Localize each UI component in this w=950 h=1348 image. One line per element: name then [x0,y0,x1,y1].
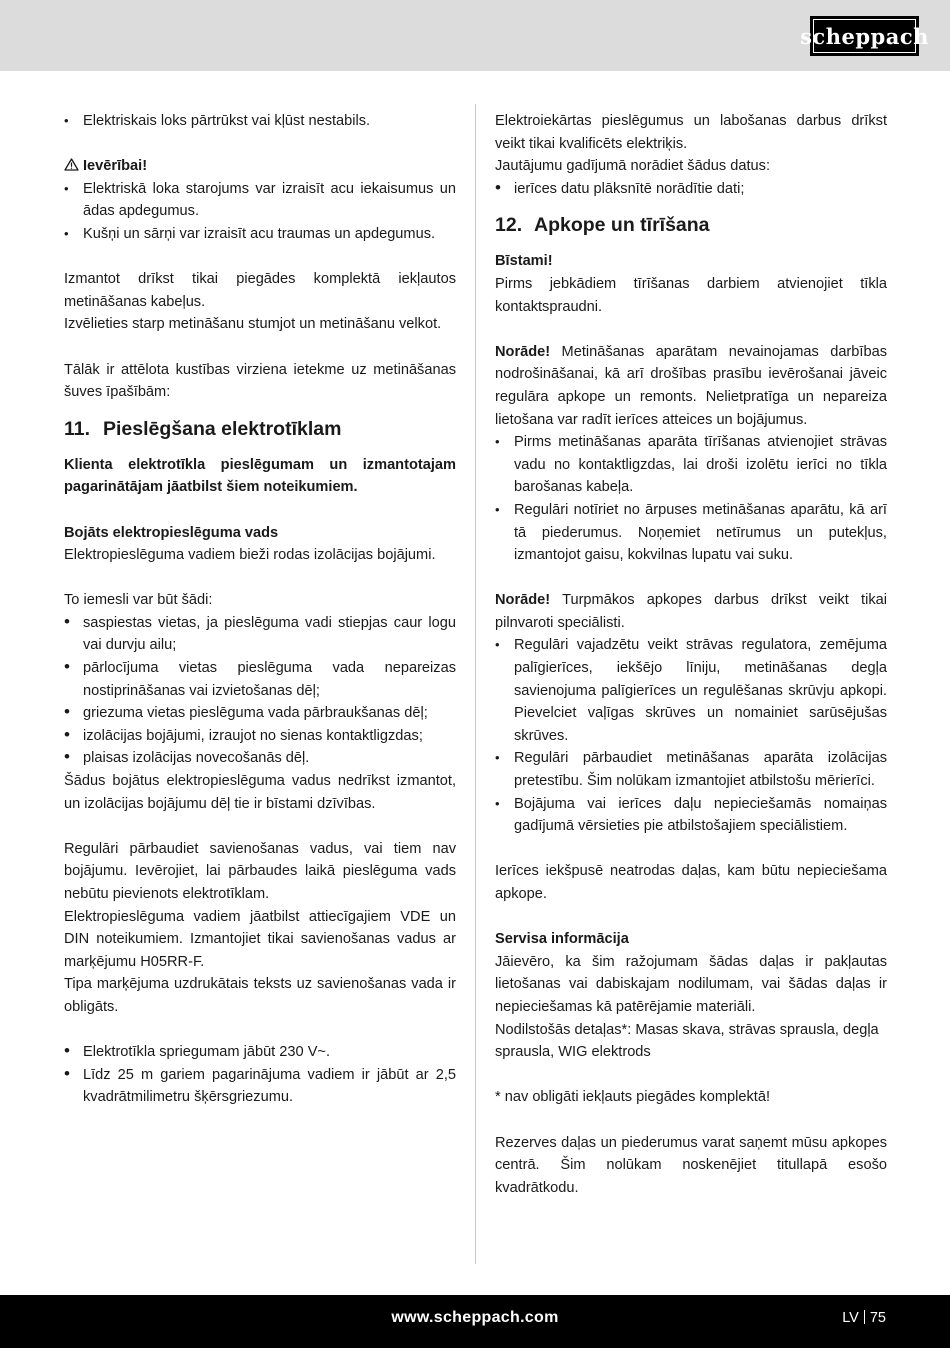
right-column [495,110,887,1199]
paragraph: Pirms jebkādiem tīrīšanas darbiem atvienojiet tīkla kontaktspraudni. [495,275,887,315]
paragraph: Regulāri pārbaudiet savienošanas vadus, vai tiem nav bojājumu. Ievērojiet, lai pārbaudes laikā pieslēguma vads nebūtu pievienots elektrotīklam. [64,840,456,902]
section-title: Pieslēgšana elektrotīklam [103,417,342,440]
section-number: 12. [495,214,523,237]
caution-title: Ievērībai! [83,158,148,175]
note-text: Metināšanas aparātam nevainojamas darbības nodrošināšanai, kā arī drošības prasību ievērošanai jāveic regulāra apkope un remonts. Nelietpratīga un nepareiza lietošana var radīt ierīces atteices un bojājumus. [495,343,887,428]
list-item: • saspiestas vietas, ja pieslēguma vadi stiepjas caur logu vai durvju ailu; [64,612,456,657]
paragraph: Nodilstošās detaļas*: Masas skava, strāvas sprausla, degļa sprausla, WIG elektrods [495,1021,879,1061]
paragraph: Jautājumu gadījumā norādiet šādus datus: [495,158,771,175]
paragraph: Šādus bojātus elektropieslēguma vadus nedrīkst izmantot, un izolācijas bojājumu dēļ tie ir bīstami dzīvības. [64,773,456,812]
paragraph: * nav obligāti iekļauts piegādes komplektā! [495,1089,771,1106]
paragraph: To iemesli var būt šādi: [64,592,213,609]
paragraph: Izmantot drīkst tikai piegādes komplektā iekļautos metināšanas kabeļus. [64,271,456,310]
paragraph: Rezerves daļas un piederumus varat saņemt mūsu apkopes centrā. Šim nolūkam noskenējiet titullapā esošo kvadrātkodu. [495,1134,887,1196]
list-item: • izolācijas bojājumi, izraujot no sienas kontaktligzdas; [64,725,456,748]
paragraph: Elektropieslēguma vadiem jāatbilst attiecīgajiem VDE un DIN noteikumiem. Izmantojiet tikai savienošanas vadus ar marķējumu H05RR-F. [64,908,456,970]
note-label: Norāde! [495,592,551,609]
paragraph: Elektroiekārtas pieslēgumus un labošanas darbus drīkst veikt tikai kvalificēts elektriķis. [495,113,887,152]
note-paragraph [495,589,887,634]
danger-heading: Bīstami! [495,253,553,270]
subheading: Bojāts elektropieslēguma vads [64,524,279,541]
language-code: LV [842,1310,859,1326]
note2-list [495,634,887,837]
list-item: • Elektriskais loks pārtrūkst vai kļūst nestabils. [64,110,456,133]
paragraph: Jāievēro, ka šim ražojumam šādas daļas ir pakļautas lietošanas vai dabiskajam nodilumam, vai šādas daļas ir nepieciešamas kā patērējamie materiāli. [495,953,887,1015]
warning-triangle-icon [64,158,79,171]
section-number: 11. [64,417,91,440]
voltage-list [64,1041,456,1109]
list-item: • Bojājuma vai ierīces daļu nepieciešamās nomaiņas gadījumā vērsieties pie atbilstošajiem speciālistiem. [495,793,887,838]
paragraph: Tālāk ir attēlota kustības virziena ietekme uz metināšanas šuves īpašībām: [64,361,456,401]
list-item: • Elektriskā loka starojums var izraisīt acu iekaisumus un ādas apdegumus. [64,178,456,223]
subheading: Servisa informācija [495,931,629,948]
paragraph: Izvēlieties starp metināšanu stumjot un metināšanu velkot. [64,316,442,333]
page-header [0,0,950,71]
reasons-list [64,612,456,770]
left-column [64,110,456,1109]
logo-text: scheppach [813,19,916,53]
note-text: Turpmākos apkopes darbus drīkst veikt tikai pilnvaroti speciālisti. [495,592,887,631]
section-title: Apkope un tīrīšana [534,214,710,237]
list-item: • Kušņi un sārņi var izraisīt acu traumas un apdegumus. [64,223,456,246]
note1-list [495,431,887,567]
list-item: • griezuma vietas pieslēguma vada pārbraukšanas dēļ; [64,702,456,725]
page-number: 75 [869,1310,886,1326]
arc-bullet-list [64,110,456,133]
page-footer [0,1295,950,1348]
paragraph: Ierīces iekšpusē neatrodas daļas, kam būtu nepieciešama apkope. [495,863,887,902]
list-item: • Pirms metināšanas aparāta tīrīšanas atvienojiet strāvas vadu no kontaktligzdas, lai droši izolētu ierīci no tīkla barošanas kabeļa. [495,431,887,499]
questions-list [495,178,887,201]
paragraph: Elektropieslēguma vadiem bieži rodas izolācijas bojājumi. [64,547,436,564]
list-item: • plaisas izolācijas novecošanās dēļ. [64,747,456,770]
section-heading-12 [495,212,887,238]
list-item: • pārlocījuma vietas pieslēguma vada nepareizas nostiprināšanas vai izvietošanas dēļ; [64,657,456,702]
footer-website-link[interactable]: www.scheppach.com [391,1309,559,1326]
caution-list [64,178,456,246]
note-paragraph [495,341,887,431]
page-indicator [842,1310,886,1326]
list-item: • Elektrotīkla spriegumam jābūt 230 V~. [64,1041,456,1064]
list-item: • Regulāri vajadzētu veikt strāvas regulatora, zemējuma palīgierīces, iekšējo līniju, metināšanas degļa savienojuma palīgierīces un regulēšanas skrūvju apkopi. Pievelciet vaļīgas skrūves un nomainiet sarūsējušas skrūves. [495,634,887,747]
column-divider [475,104,476,1264]
section-heading-11 [64,416,456,442]
list-item: • Līdz 25 m gariem pagarinājuma vadiem ir jābūt ar 2,5 kvadrātmilimetru šķērsgriezumu. [64,1064,456,1109]
caution-heading [64,155,456,178]
note-label: Norāde! [495,343,551,360]
intro-bold: Klienta elektrotīkla pieslēgumam un izmantotajam pagarinātājam jāatbilst šiem noteikumiem. [64,456,456,496]
scheppach-logo [800,16,929,56]
list-item: • ierīces datu plāksnītē norādītie dati; [495,178,887,201]
list-item: • Regulāri notīriet no ārpuses metināšanas aparātu, kā arī tā piederumus. Noņemiet netīrumus un putekļus, izmantojot gaisu, kokvilnas lupatu vai suku. [495,499,887,567]
paragraph: Tipa marķējuma uzdrukātais teksts uz savienošanas vada ir obligāts. [64,976,456,1015]
list-item: • Regulāri pārbaudiet metināšanas aparāta izolācijas pretestību. Šim nolūkam izmantojiet atbilstošu mērierīci. [495,747,887,792]
separator [864,1310,865,1324]
